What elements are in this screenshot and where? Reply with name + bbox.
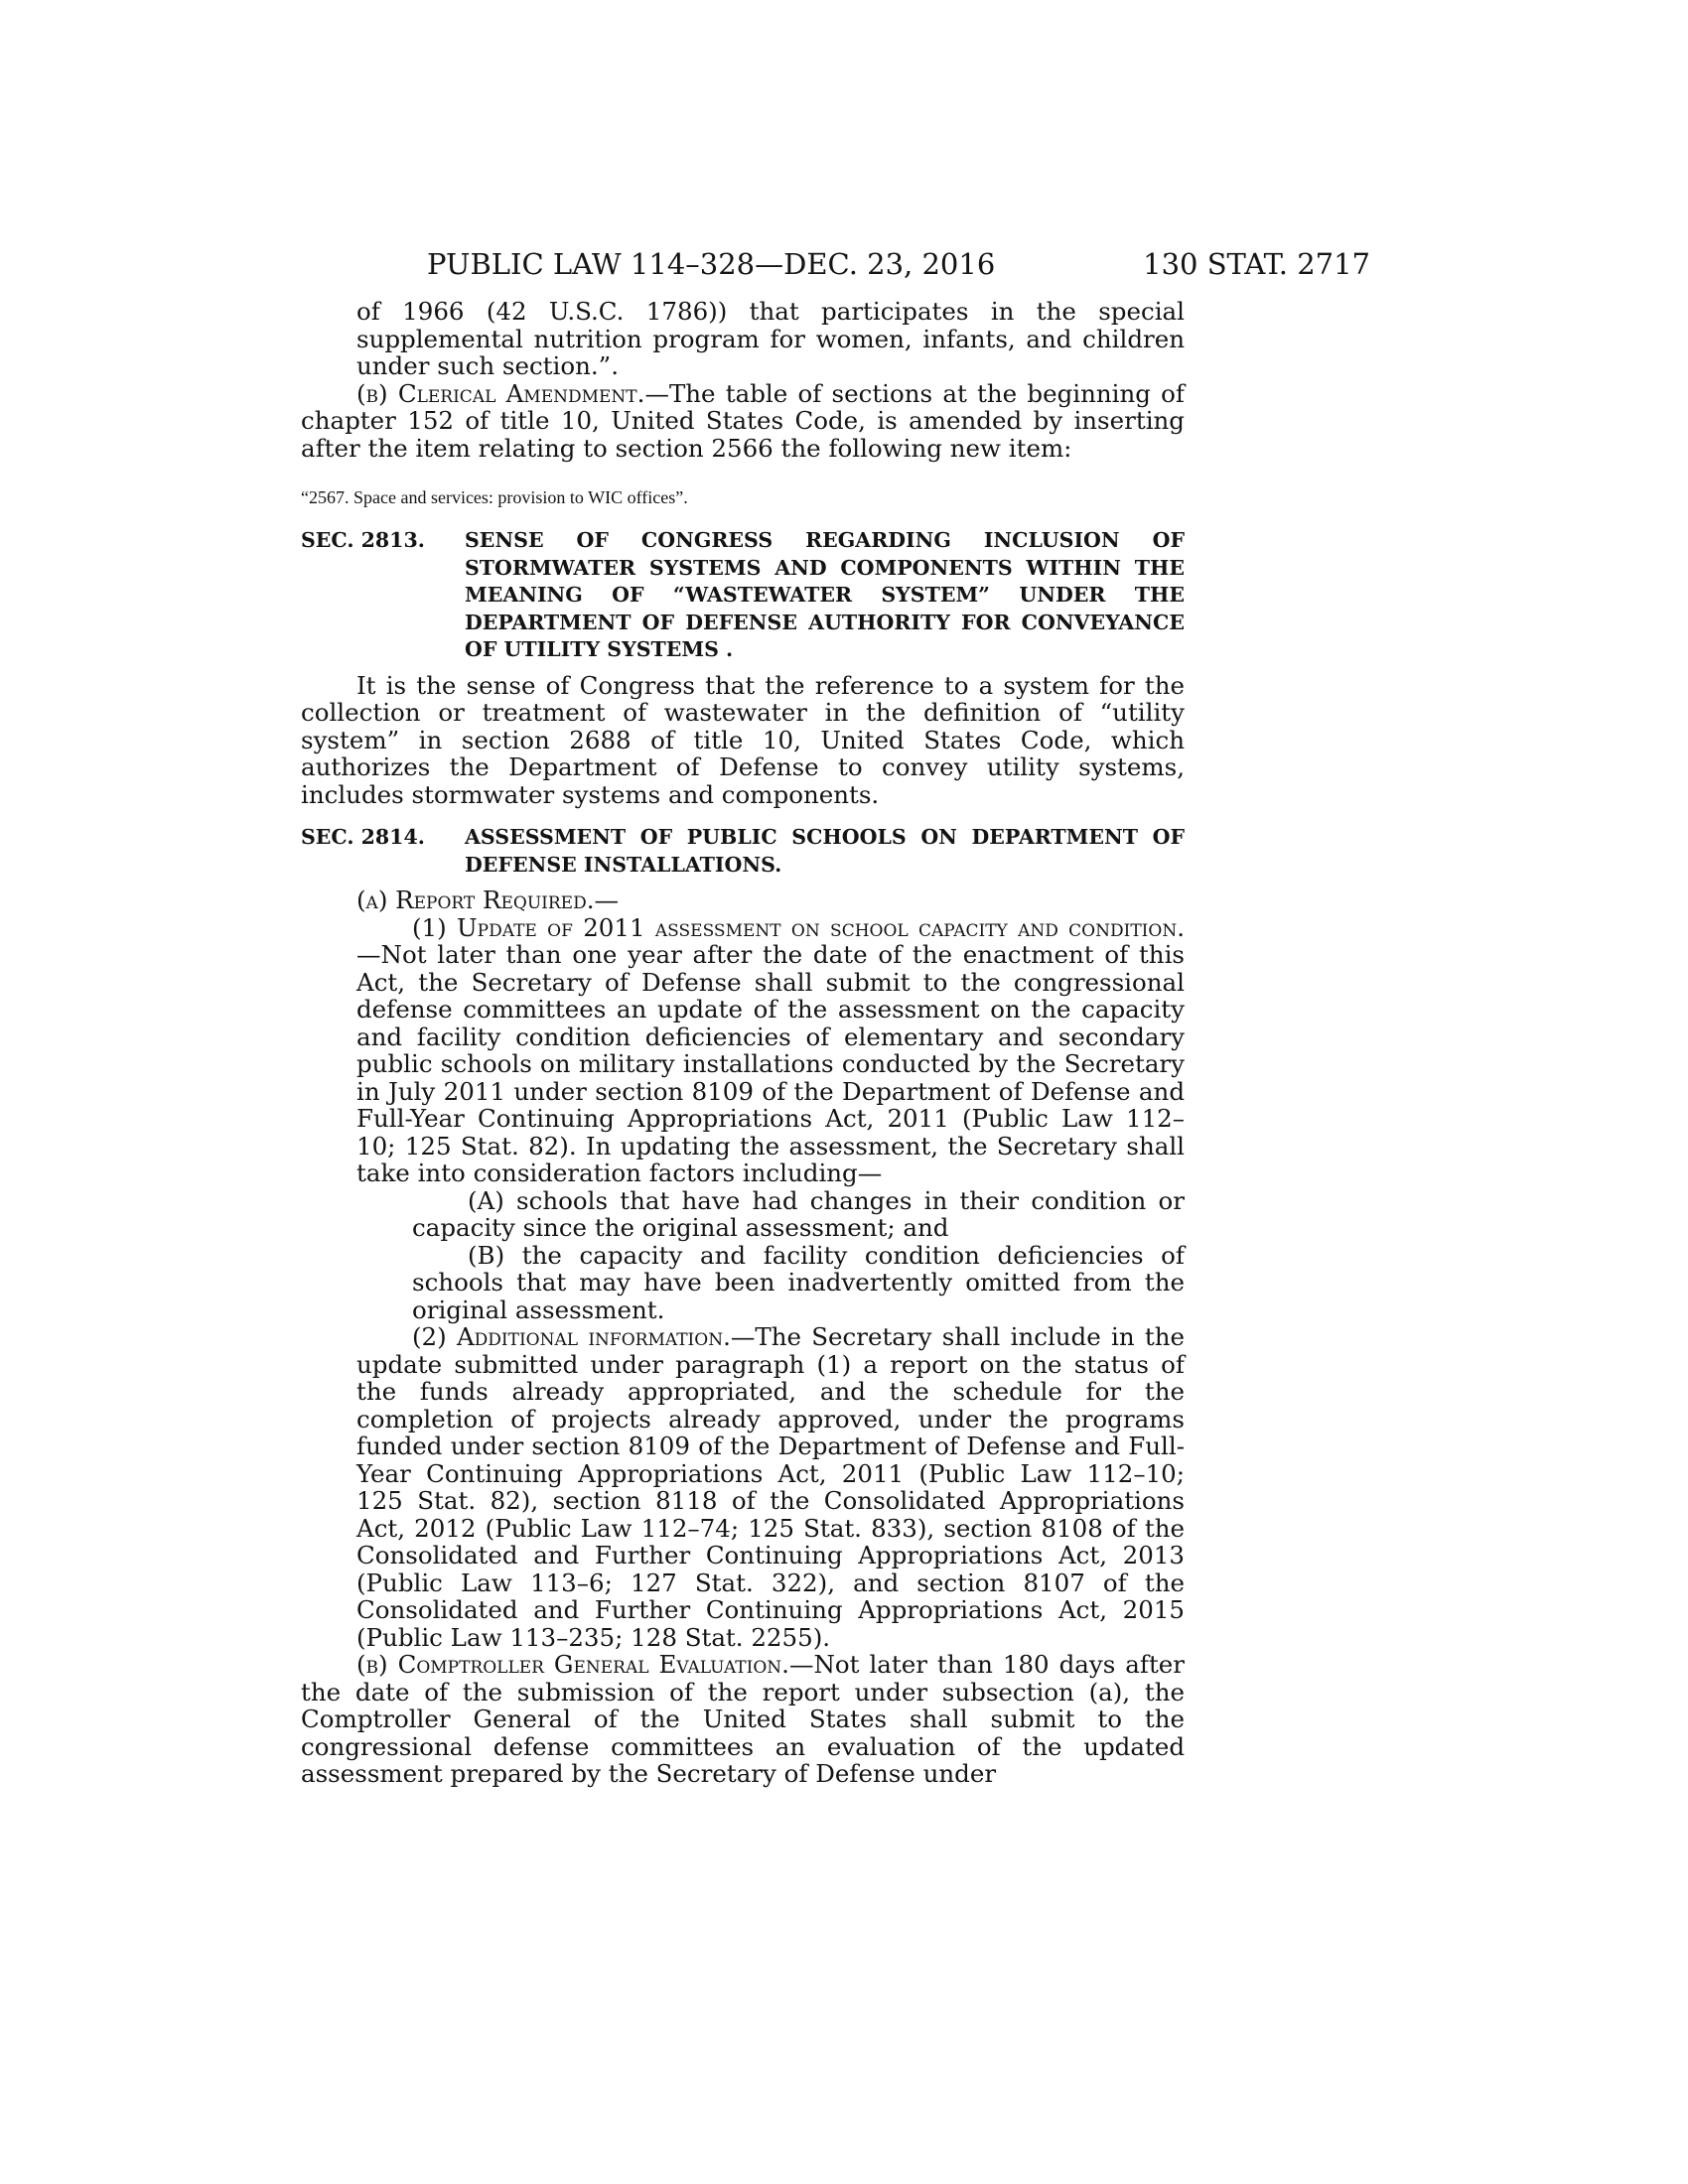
continued-paragraph-text: of 1966 (42 U.S.C. 1786)) that participates in the special supplemental nutrition program for women, infants, and children under such section.”. <box>356 297 1185 380</box>
statute-page-number: 130 STAT. 2717 <box>1143 247 1370 281</box>
clerical-amendment-paragraph <box>301 380 1185 463</box>
running-header-title: PUBLIC LAW 114–328—DEC. 23, 2016 <box>427 247 996 281</box>
paragraph-a1 <box>301 914 1185 1187</box>
clerical-amendment-text: —The table of sections at the beginning of chapter 152 of title 10, United States Code, is amended by inserting after the item relating to section 2566 the following new item: <box>301 378 1185 463</box>
subsection-b-heading: (b) Comptroller General Evaluation. <box>356 1650 789 1679</box>
paragraph-a1-heading: (1) Update of 2011 assessment on school capacity and condition. <box>412 912 1185 942</box>
section-2814-title: ASSESSMENT OF PUBLIC SCHOOLS ON DEPARTMENT OF DEFENSE INSTALLATIONS. <box>465 825 1185 877</box>
continued-paragraph <box>301 298 1185 380</box>
section-2813-title: SENSE OF CONGRESS REGARDING INCLUSION OF STORMWATER SYSTEMS AND COMPONENTS WITHIN THE MEANING OF “WASTEWATER SYSTEM” UNDER THE DEPARTMENT OF DEFENSE AUTHORITY FOR CONVEYANCE OF UTILITY SYSTEMS . <box>465 528 1185 661</box>
subsection-a-heading: (a) Report Required. <box>356 886 595 914</box>
paragraph-a2-heading: (2) Additional information. <box>412 1322 731 1351</box>
page-header <box>427 244 1370 284</box>
section-2814-number: SEC. 2814. <box>301 825 425 849</box>
paragraph-a2-text: —The Secretary shall include in the update submitted under paragraph (1) a report on the status of the funds already appropriated, and the schedule for the completion of projects already approved, under the programs funded under section 8109 of the Department of Defense and Full-Year Continuing Appropriations Act, 2011 (Public Law 112–10; 125 Stat. 82), section 8118 of the Consolidated Appropriations Act, 2012 (Public Law 112–74; 125 Stat. 833), section 8108 of the Consolidated and Further Continuing Appropriations Act, 2013 (Public Law 113–6; 127 Stat. 322), and section 8107 of the Consolidated and Further Continuing Appropriations Act, 2015 (Public Law 113–235; 128 Stat. 2255). <box>356 1322 1185 1652</box>
section-2813-number: SEC. 2813. <box>301 528 425 552</box>
document-body <box>301 298 1185 1788</box>
table-of-sections-item: “2567. Space and services: provision to WIC offices”. <box>301 487 688 507</box>
subsection-b <box>301 1651 1185 1788</box>
paragraph-a2 <box>301 1323 1185 1651</box>
subparagraph-a1-A: (A) schools that have had changes in their condition or capacity since the original assessment; and <box>412 1185 1185 1242</box>
section-2813-heading <box>301 527 1185 664</box>
subparagraph-a1-B: (B) the capacity and facility condition deficiencies of schools that may have been inadvertently omitted from the original assessment. <box>412 1240 1185 1324</box>
subsection-a-dash: — <box>594 886 620 914</box>
section-2813-text: It is the sense of Congress that the reference to a system for the collection or treatment of wastewater in the definition of “utility system” in section 2688 of title 10, United States Code, which authorizes the Department of Defense to convey utility systems, includes stormwater systems and components. <box>301 670 1185 809</box>
subsection-b-text: —Not later than 180 days after the date of the submission of the report under subsection (a), the Comptroller General of the United States shall submit to the congressional defense committees an evaluation of the updated assessment prepared by the Secretary of Defense under <box>301 1650 1185 1788</box>
subsection-a-heading-paragraph <box>301 887 1185 914</box>
paragraph-a1-text: —Not later than one year after the date of the enactment of this Act, the Secretary of Defense shall submit to the congressional defense committees an update of the assessment on the capacity and facility condition deficiencies of elementary and secondary public schools on military installations conducted by the Secretary in July 2011 under section 8109 of the Department of Defense and Full-Year Continuing Appropriations Act, 2011 (Public Law 112–10; 125 Stat. 82). In updating the assessment, the Secretary shall take into consideration factors including— <box>356 940 1185 1187</box>
section-2814-heading <box>301 824 1185 879</box>
clerical-amendment-heading: (b) Clerical Amendment. <box>356 378 645 408</box>
